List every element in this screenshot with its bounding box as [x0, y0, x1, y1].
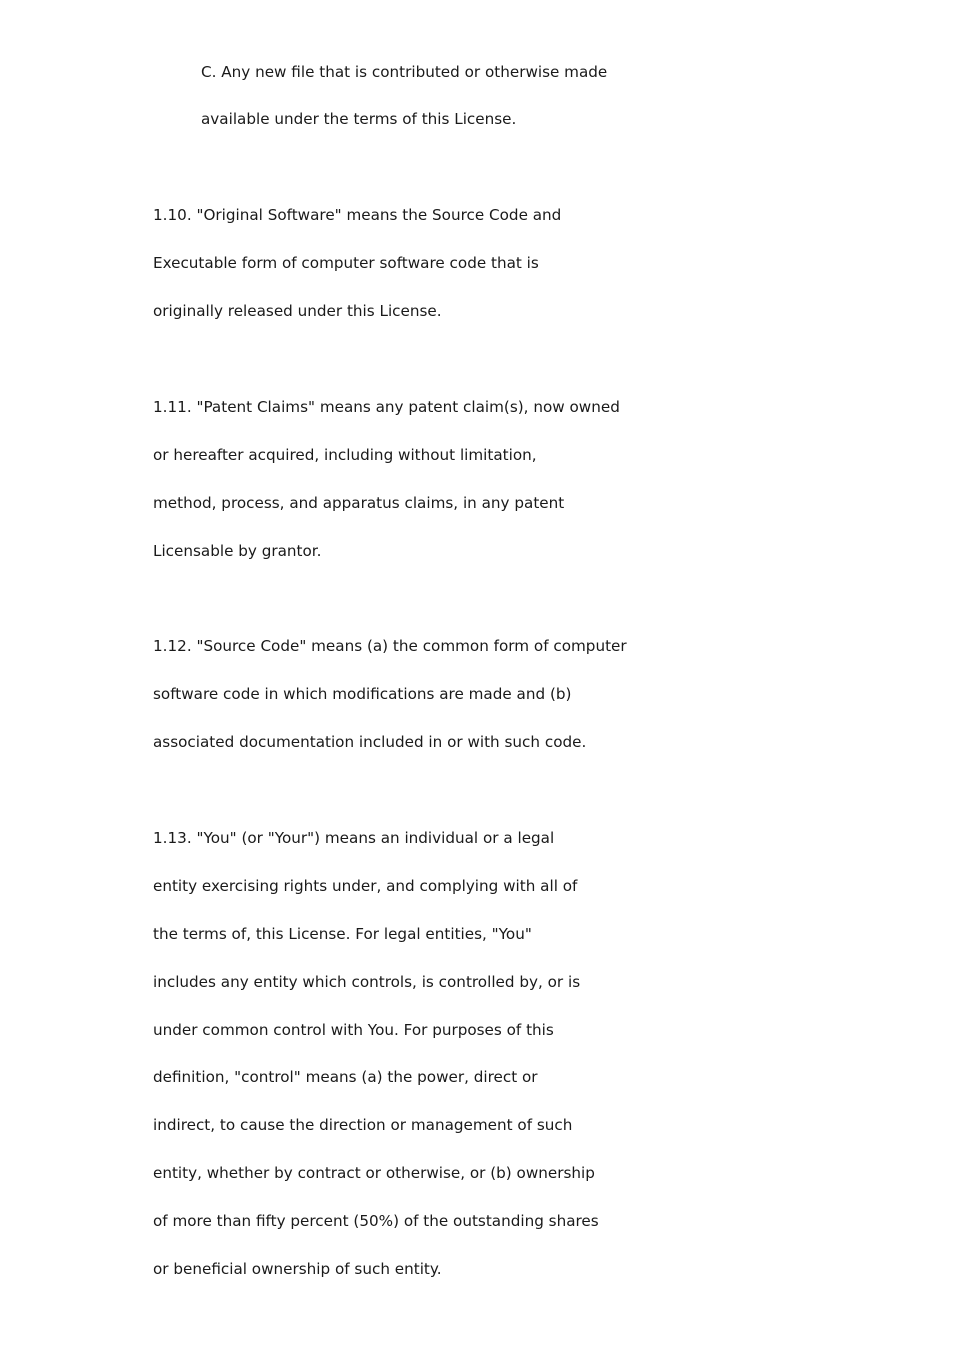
definition-1-10-line-1: 1.10. "Original Software" means the Source Code and: [153, 206, 562, 224]
definition-1-13-line-2: entity exercising rights under, and complying with all of: [153, 877, 578, 895]
definition-1-13-line-10: or beneficial ownership of such entity.: [153, 1260, 442, 1278]
definition-1-11-line-2: or hereafter acquired, including without limitation,: [153, 446, 537, 464]
item-c-line-2: available under the terms of this License.: [201, 110, 517, 128]
definition-1-13-line-1: 1.13. "You" (or "Your") means an individual or a legal: [153, 829, 555, 847]
definition-1-11-line-1: 1.11. "Patent Claims" means any patent claim(s), now owned: [153, 398, 620, 416]
definition-1-13-line-3: the terms of, this License. For legal entities, "You": [153, 925, 532, 943]
definition-1-13-line-6: definition, "control" means (a) the power, direct or: [153, 1068, 538, 1086]
definition-1-13-line-4: includes any entity which controls, is controlled by, or is: [153, 973, 581, 991]
definition-1-13-line-5: under common control with You. For purposes of this: [153, 1021, 554, 1039]
definition-1-13-line-9: of more than fifty percent (50%) of the outstanding shares: [153, 1212, 599, 1230]
definition-1-12-line-1: 1.12. "Source Code" means (a) the common form of computer: [153, 637, 627, 655]
definition-1-11-line-4: Licensable by grantor.: [153, 542, 322, 560]
definition-1-12-line-3: associated documentation included in or with such code.: [153, 733, 587, 751]
definition-1-12-line-2: software code in which modifications are made and (b): [153, 685, 572, 703]
definition-1-11-line-3: method, process, and apparatus claims, in any patent: [153, 494, 565, 512]
definition-1-13-line-8: entity, whether by contract or otherwise, or (b) ownership: [153, 1164, 595, 1182]
item-c-line-1: C. Any new file that is contributed or otherwise made: [201, 63, 608, 81]
definition-1-10-line-3: originally released under this License.: [153, 302, 442, 320]
definition-1-13-line-7: indirect, to cause the direction or management of such: [153, 1116, 573, 1134]
definition-1-10-line-2: Executable form of computer software code that is: [153, 254, 539, 272]
